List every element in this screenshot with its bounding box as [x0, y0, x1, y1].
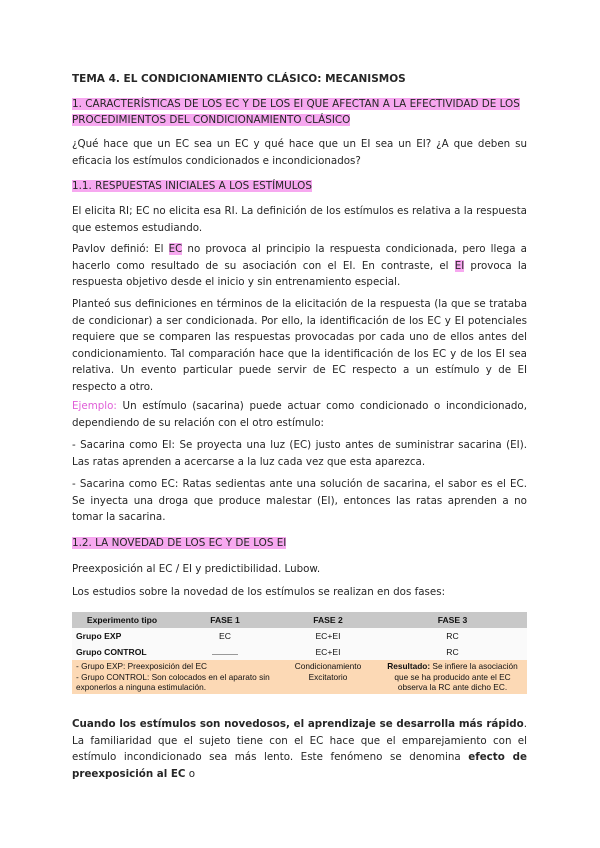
- table-header-row: [72, 612, 527, 628]
- note-result-label: Resultado:: [387, 661, 431, 671]
- table-cell: [172, 644, 278, 660]
- paragraph-8: Los estudios sobre la novedad de los estímulos se realizan en dos fases:: [72, 586, 446, 598]
- table-cell: EC: [172, 628, 278, 644]
- highlight-ec: EC: [168, 243, 183, 255]
- table-header: Experimento tipo: [72, 612, 172, 628]
- section-heading-1-1-text: 1.1. RESPUESTAS INICIALES A LOS ESTÍMULOS: [72, 180, 312, 192]
- note-result-text: Se infiere la asociación que se ha producido ante el EC observa la RC ante dicho EC.: [394, 661, 518, 692]
- section-heading-1-text: 1. CARACTERÍSTICAS DE LOS EC Y DE LOS EI QUE AFECTAN A LA EFECTIVIDAD DE LOS PROCEDIMIENTOS DEL CONDICIONAMIENTO CLÁSICO: [72, 98, 520, 126]
- paragraph-2-part-c: provoca la respuesta objetivo desde el inicio y sin entrenamiento especial.: [72, 259, 527, 288]
- empty-dash: [212, 647, 238, 655]
- paragraph-9-bold-2: efecto de preexposición al EC: [72, 751, 527, 780]
- note-exp: - Grupo EXP: Preexposición del EC: [76, 661, 207, 671]
- table-cell: RC: [378, 644, 527, 660]
- page-title: TEMA 4. EL CONDICIONAMIENTO CLÁSICO: MECANISMOS: [72, 73, 406, 85]
- paragraph-1: El elicita RI; EC no elicita esa RI. La definición de los estímulos es relativa a la respuesta que estemos estudiando.: [72, 205, 527, 234]
- paragraph-9-bold-1: Cuando los estímulos son novedosos, el aprendizaje se desarrolla más rápido: [72, 718, 524, 730]
- table-note-groups: [72, 660, 278, 694]
- highlight-ei: EI: [454, 259, 465, 272]
- paragraph-4: [72, 398, 527, 431]
- paragraph-2: [72, 241, 527, 291]
- table-cell: RC: [378, 628, 527, 644]
- paragraph-2-part-b: no provoca al principio la respuesta condicionada, pero llega a hacerlo como resultado de su asociación con el EI. En contraste, el: [72, 243, 527, 272]
- paragraph-5: - Sacarina como EI: Se proyecta una luz (EC) justo antes de suministrar sacarina (EI). Las ratas aprenden a acercarse a la luz cada vez que esta aparezca.: [72, 439, 527, 468]
- table-header: FASE 1: [172, 612, 278, 628]
- table-header: FASE 3: [378, 612, 527, 628]
- table-header: FASE 2: [278, 612, 378, 628]
- paragraph-6: - Sacarina como EC: Ratas sedientas ante una solución de sacarina, el sabor es el EC. Se inyecta una droga que produce malestar (EI), entonces las ratas aprenden a no tomar la sacarina.: [72, 478, 527, 523]
- paragraph-9-part-a: . La familiaridad que el sujeto tiene con el EC hace que el emparejamiento con el estímulo incondicionado sea más lento. Este fenómeno se denomina: [72, 718, 527, 763]
- table-cell: EC+EI: [278, 628, 378, 644]
- table-cell: Grupo CONTROL: [72, 644, 172, 660]
- paragraph-9-part-b: o: [185, 767, 196, 780]
- table-cell: EC+EI: [278, 644, 378, 660]
- table-note-phase3: [378, 660, 527, 694]
- example-label: Ejemplo:: [72, 400, 117, 412]
- paragraph-3: Planteó sus definiciones en términos de la elicitación de la respuesta (la que se trataba de condicionar) a ser condicionada. Por ello, la identificación de los EC y EI potenciales requiere que se comparen las respuestas provocadas por cada uno de ellos antes del condicionamiento. Tal comparación hace que la identificación de los EC y de los EI sea relativa. Un evento particular puede servir de EC respecto a un estímulo y de EI respecto a otro.: [72, 298, 527, 393]
- table-cell: Grupo EXP: [72, 628, 172, 644]
- section-heading-1: [72, 96, 527, 128]
- paragraph-7: Preexposición al EC / EI y predictibilidad. Lubow.: [72, 563, 321, 575]
- table-row: [72, 644, 527, 660]
- table-notes-row: [72, 660, 527, 694]
- note-control: - Grupo CONTROL: Son colocados en el aparato sin exponerlos a ninguna estimulación.: [76, 671, 270, 692]
- intro-paragraph: ¿Qué hace que un EC sea un EC y qué hace que un EI sea un EI? ¿A que deben su eficacia los estímulos condicionados e incondicionados?: [72, 138, 527, 167]
- example-text: Un estímulo (sacarina) puede actuar como condicionado o incondicionado, dependiendo de su relación con el otro estímulo:: [72, 400, 527, 429]
- paragraph-9: [72, 716, 527, 782]
- table-note-phase2: Condicionamiento Excitatorio: [278, 660, 378, 694]
- section-heading-1-2-text: 1.2. LA NOVEDAD DE LOS EC Y DE LOS EI: [72, 537, 287, 549]
- paragraph-2-part-a: Pavlov definió: El: [72, 243, 169, 255]
- table-row: [72, 628, 527, 644]
- section-heading-1-2: [72, 535, 286, 551]
- section-heading-1-1: [72, 178, 312, 194]
- phases-table: [72, 612, 527, 694]
